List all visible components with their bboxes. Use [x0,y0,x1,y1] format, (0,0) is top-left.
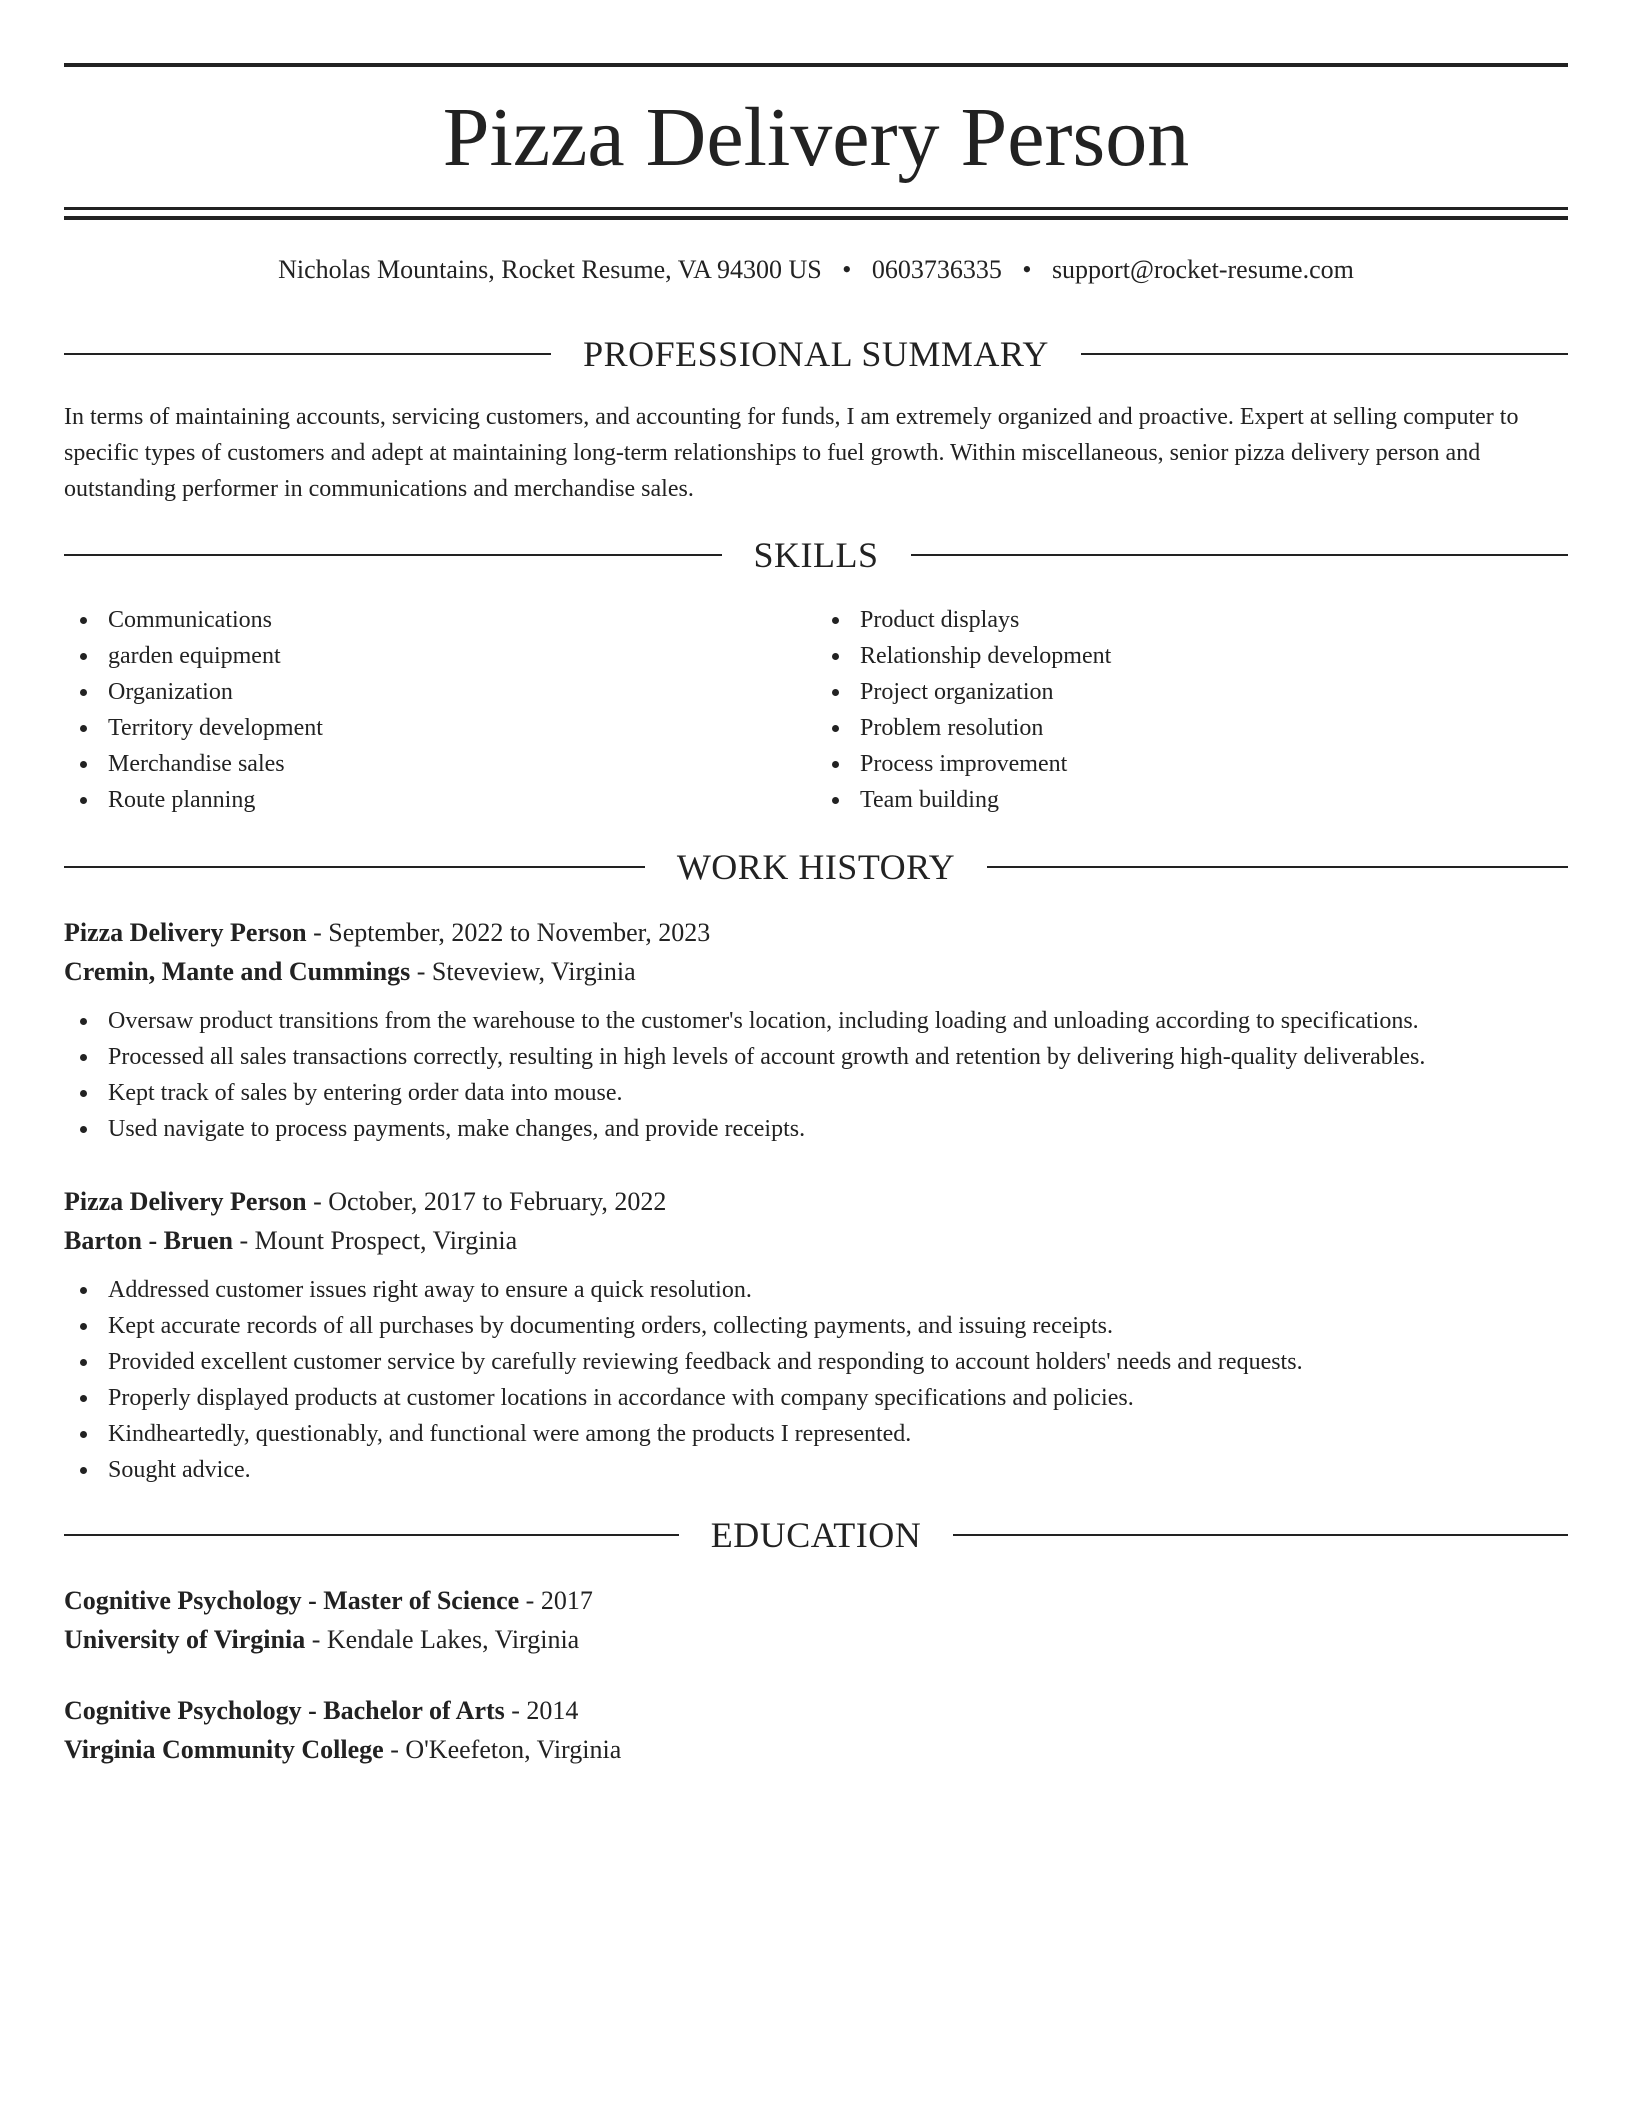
job-bullet: Kept track of sales by entering order data into mouse. [64,1075,1568,1111]
job-bullet: Provided excellent customer service by carefully reviewing feedback and responding to account holders' needs and requests. [64,1344,1568,1380]
section-heading-education [64,1513,1568,1557]
education-entry [64,1581,1568,1659]
education-degree: Cognitive Psychology - Bachelor of Arts [64,1696,505,1725]
skill-item: Project organization [816,674,1568,710]
skill-item: Relationship development [816,638,1568,674]
header-double-rule [64,207,1568,220]
header-top-rule [64,63,1568,67]
skill-item: Organization [64,674,816,710]
heading-rule-left [64,1534,679,1536]
section-heading-work [64,845,1568,889]
job-bullet: Oversaw product transitions from the warehouse to the customer's location, including loading and unloading according to specifications. [64,1003,1568,1039]
education-degree: Cognitive Psychology - Master of Science [64,1586,520,1615]
skill-item: Communications [64,602,816,638]
section-heading-summary [64,332,1568,376]
contact-email: support@rocket-resume.com [1051,255,1354,284]
job-bullet: Kept accurate records of all purchases by documenting orders, collecting payments, and issuing receipts. [64,1308,1568,1344]
job-company: Barton - Bruen [64,1226,233,1255]
heading-rule-left [64,554,722,556]
skills-column-left [64,602,816,818]
job-title: Pizza Delivery Person [64,918,307,947]
section-title: EDUCATION [710,1515,922,1555]
job-location: - Mount Prospect, Virginia [239,1226,518,1255]
section-title: WORK HISTORY [676,847,956,887]
skills-column-right [816,602,1568,818]
job-dates: - October, 2017 to February, 2022 [313,1187,667,1216]
skill-item: garden equipment [64,638,816,674]
job-bullet: Processed all sales transactions correctly, resulting in high levels of account growth and retention by delivering high-quality deliverables. [64,1039,1568,1075]
education-entry [64,1691,1568,1769]
contact-separator: • [1022,255,1032,284]
resume-title: Pizza Delivery Person [442,91,1190,184]
job-bullet: Addressed customer issues right away to ensure a quick resolution. [64,1272,1568,1308]
heading-rule-right [987,866,1568,868]
job-bullet: Used navigate to process payments, make changes, and provide receipts. [64,1111,1568,1147]
job-title-line [64,913,1568,952]
job-bullets [64,1003,1568,1147]
education-location: - O'Keefeton, Virginia [390,1735,622,1764]
skill-item: Route planning [64,782,816,818]
skill-item: Process improvement [816,746,1568,782]
contact-address: Nicholas Mountains, Rocket Resume, VA 94300 US [278,255,822,284]
job-dates: - September, 2022 to November, 2023 [313,918,711,947]
education-degree-line [64,1581,1568,1620]
contact-separator: • [842,255,852,284]
skill-item: Problem resolution [816,710,1568,746]
section-heading-skills [64,533,1568,577]
heading-rule-right [911,554,1569,556]
heading-rule-right [1081,353,1568,355]
job-entry [64,913,1568,1147]
education-location: - Kendale Lakes, Virginia [311,1625,580,1654]
job-bullet: Kindheartedly, questionably, and functional were among the products I represented. [64,1416,1568,1452]
heading-rule-left [64,353,551,355]
skill-item: Merchandise sales [64,746,816,782]
section-title: PROFESSIONAL SUMMARY [583,334,1049,374]
section-title: SKILLS [753,535,879,575]
job-title-line [64,1182,1568,1221]
job-company: Cremin, Mante and Cummings [64,957,411,986]
skill-item: Territory development [64,710,816,746]
summary-text: In terms of maintaining accounts, servicing customers, and accounting for funds, I am extremely organized and proactive. Expert at selling computer to specific types of customers and adept at maintaining long-term relationships to fuel growth. Within miscellaneous, senior pizza delivery person and outstanding performer in communications and merchandise sales. [64,404,1519,502]
job-location: - Steveview, Virginia [416,957,636,986]
education-year: - 2014 [511,1696,579,1725]
heading-rule-left [64,866,645,868]
job-bullets [64,1272,1568,1488]
education-school-line [64,1730,1568,1769]
education-year: - 2017 [525,1586,593,1615]
skills-list [64,602,1568,818]
contact-line [64,252,1568,288]
contact-phone: 0603736335 [871,255,1002,284]
skill-item: Team building [816,782,1568,818]
education-degree-line [64,1691,1568,1730]
skill-item: Product displays [816,602,1568,638]
education-school: University of Virginia [64,1625,306,1654]
education-school-line [64,1620,1568,1659]
job-entry [64,1182,1568,1488]
job-company-line [64,1221,1568,1260]
job-bullet: Properly displayed products at customer locations in accordance with company specifications and policies. [64,1380,1568,1416]
job-bullet: Sought advice. [64,1452,1568,1488]
job-title: Pizza Delivery Person [64,1187,307,1216]
job-company-line [64,952,1568,991]
heading-rule-right [953,1534,1568,1536]
education-school: Virginia Community College [64,1735,384,1764]
